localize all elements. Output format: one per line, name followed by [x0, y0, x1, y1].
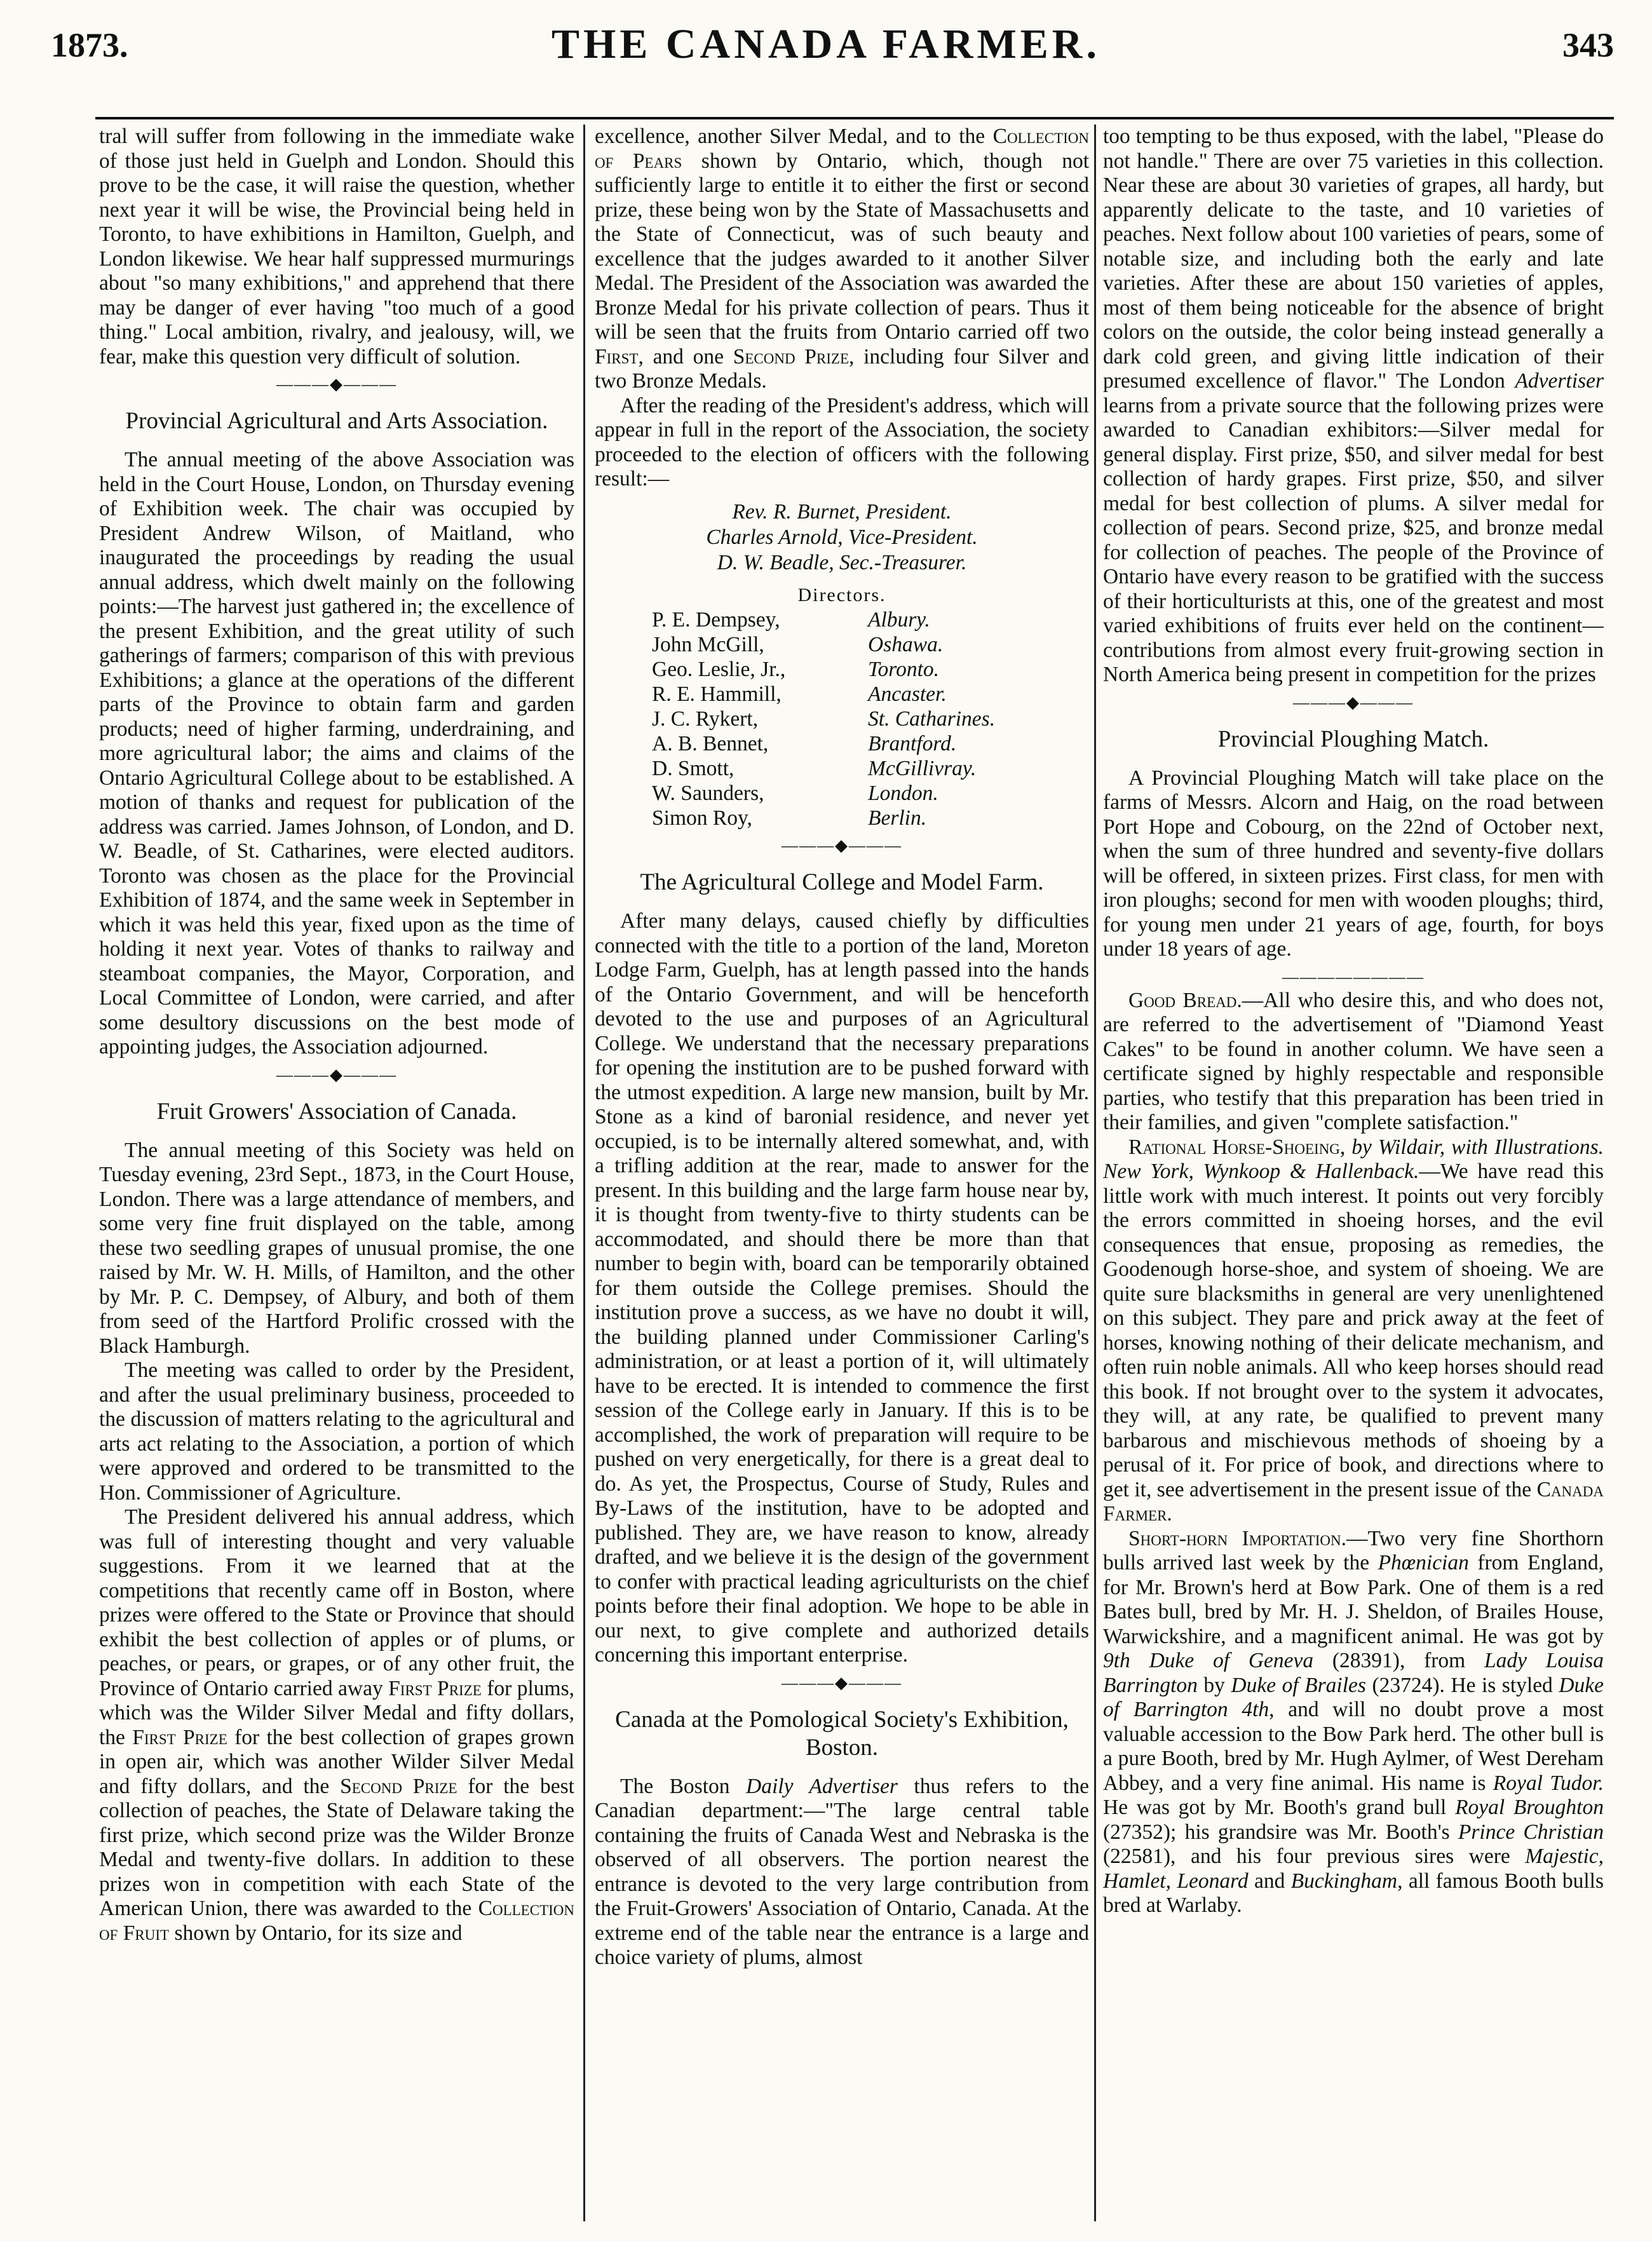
director-name: John McGill,	[652, 633, 764, 656]
text-run: , and will no doubt prove a most valuable accession to the Bow Park herd. The other bull is a pure Booth, bred by Mr. Hugh Aylmer, of West Dereham Abbey, and a very fine animal. His name is	[1103, 1698, 1604, 1795]
director-row	[595, 632, 1089, 657]
small-caps-run: Canada Farmer.	[1103, 1477, 1604, 1526]
text-run: He was got by Mr. Booth's grand bull	[1103, 1796, 1456, 1819]
section-separator: ————————	[1282, 967, 1425, 986]
text-run: (22581), and his four previous sires were	[1103, 1845, 1526, 1868]
paragraph	[1103, 989, 1604, 1135]
directors-heading: Directors.	[797, 584, 886, 606]
text-run: —All who desire this, and who does not, are referred to the advertisement of "Diamond Yeast Cakes" to be found in another column. We have seen a certificate signed by highly respectable and responsible parties, who testify that this preparation has been tried in their families, and given "complete satisfaction."	[1103, 988, 1604, 1134]
director-row	[595, 806, 1089, 830]
column-divider	[583, 125, 585, 2221]
director-town: Brantford.	[868, 732, 957, 755]
director-town: London.	[868, 782, 938, 805]
article-heading: Canada at the Pomological Society's Exhibition, Boston.	[615, 1706, 1069, 1761]
text-run: from England, for Mr. Brown's herd at Bow Park. One of them is a red Bates bull, bred by Mr. H. J. Sheldon, of Brailes House, Warwickshire, and a magnificent animal. He was got by	[1103, 1551, 1604, 1648]
small-caps-run: Good Bread.	[1128, 988, 1242, 1012]
director-name: Geo. Leslie, Jr.,	[652, 658, 786, 681]
section-separator: ———◆———	[782, 836, 902, 855]
paragraph: After many delays, caused chiefly by difficulties connected with the title to a portion of the land, Moreton Lodge Farm, Guelph, has at length passed into the hands of the Ontario Government, and will be henceforth devoted to the use and purposes of an Agricultural College. We understand that the necessary preparations for opening the institution are to be pushed forward with the utmost expedition. A large new mansion, built by Mr. Stone as a kind of baronial residence, and never yet occupied, is to be internally altered somewhat, and, with a trifling addition at the rear, made to answer for the present. In this building and the large farm house near by, it is thought from twenty-five to thirty students can be accommodated, and should there be more than that number to begin with, board can be temporarily obtained for them outside the College premises. Should the institution prove a success, as we have no doubt it will, the building planned under Commissioner Carling's administration, or at least a portion of it, will ultimately have to be erected. It is intended to commence the first session of the College early in January. If this is to be accomplished, the work of preparation will require to be pushed on very energetically, for there is a great deal to do. As yet, the Prospectus, Course of Study, Rules and By-Laws of the institution, have to be adopted and published. They are, we have reason to know, already drafted, and we believe it is the design of the government to confer with practical leading agriculturists on the chief points before their final adoption. We hope to be able in our next, to give complete and authorized details concerning this important enterprise.	[595, 909, 1089, 1667]
director-town: Toronto.	[868, 658, 940, 681]
director-name: R. E. Hammill,	[652, 682, 782, 706]
director-row	[595, 607, 1089, 632]
italic-run: Phœnician	[1378, 1551, 1469, 1574]
newspaper-title: THE CANADA FARMER.	[552, 21, 1100, 67]
small-caps-run: Second Prize	[733, 344, 850, 369]
director-name: D. Smott,	[652, 757, 735, 780]
text-run: (27352); his grandsire was Mr. Booth's	[1103, 1820, 1458, 1844]
officer-entry: D. W. Beadle, Sec.-Treasurer.	[717, 550, 967, 574]
paragraph	[595, 125, 1089, 394]
officers-list	[595, 499, 1089, 576]
italic-run: Daily Advertiser	[746, 1774, 898, 1798]
text-run: for the best collection of peaches, the State of Delaware taking the first prize, which second prize was the Wilder Bronze Medal and twenty-five dollars. In addition to these prizes won in competition with each State of the American Union, there was awarded to the	[99, 1774, 574, 1920]
paragraph: After the reading of the President's address, which will appear in full in the report of the Association, the society proceeded to the election of officers with the following result:—	[595, 393, 1089, 491]
paragraph	[1103, 1135, 1604, 1527]
small-caps-run: Short-horn Importation.	[1128, 1526, 1346, 1550]
text-run: , including four Silver and two Bronze Medals.	[595, 344, 1089, 393]
text-run: and	[1248, 1869, 1291, 1893]
text-run: shown by Ontario, for its size and	[169, 1921, 463, 1945]
column-divider	[1094, 125, 1096, 2221]
column-1	[99, 125, 574, 2221]
italic-run: Duke of Barrington 4th	[1103, 1673, 1604, 1721]
director-name: P. E. Dempsey,	[652, 608, 780, 632]
section-separator: ———◆———	[276, 1065, 397, 1084]
text-run: for the best collection of grapes grown in open air, which was another Wilder Silver Medal and fifty dollars, and the	[99, 1725, 574, 1798]
italic-run: Royal Tudor.	[1493, 1771, 1604, 1795]
director-town: Oshawa.	[868, 633, 944, 656]
director-town: Berlin.	[868, 806, 927, 830]
text-run: shown by Ontario, which, though not sufficiently large to entitle it to either the first or second prize, these being won by the State of Massachusetts and the State of Connecticut, was of such beauty and excellence that the judges awarded to it another Silver Medal. The President of the Association was awarded the Bronze Medal for his private collection of pears. Thus it will be seen that the fruits from Ontario carried off two	[595, 149, 1089, 344]
issue-year: 1873.	[51, 26, 128, 64]
italic-run: Buckingham	[1290, 1869, 1398, 1893]
directors-list	[595, 607, 1089, 830]
director-town: Albury.	[868, 608, 930, 632]
officer-entry: Charles Arnold, Vice-President.	[706, 525, 978, 549]
text-run: by	[1197, 1673, 1231, 1697]
small-caps-run: Collection of Fruit	[99, 1897, 574, 1945]
article-heading: Provincial Ploughing Match.	[1217, 726, 1489, 752]
text-run: too tempting to be thus exposed, with the label, "Please do not handle." There are over 75 varieties in this collection. Near these are about 30 varieties of grapes, all hardy, but apparently delicate to the taste, and 10 varieties of peaches. Next follow about 100 varieties of pears, some of notable size, and including both the early and late varieties. After these are about 150 varieties of apples, most of them being noticeable for the absence of bright colors on the outside, the color being instead generally a dark cold green, and giving little indication of their presumed excellence of flavor." The London	[1103, 125, 1604, 393]
section-separator: ———◆———	[276, 375, 397, 393]
director-town: Ancaster.	[868, 682, 947, 706]
paragraph	[99, 1505, 574, 1946]
text-run: —Two very fine Shorthorn bulls arrived last week by the	[1103, 1526, 1604, 1574]
paragraph	[595, 1775, 1089, 1970]
director-name: W. Saunders,	[652, 782, 764, 805]
page-number: 343	[1562, 26, 1614, 64]
italic-run: Lady Louisa Barrington	[1103, 1649, 1604, 1697]
section-separator: ———◆———	[1293, 693, 1414, 712]
text-run: (23724). He is styled	[1365, 1673, 1559, 1697]
small-caps-run: Collection of Pears	[595, 125, 1089, 173]
small-caps-run: Second Prize	[340, 1774, 457, 1798]
masthead	[0, 0, 1652, 76]
article-heading: The Agricultural College and Model Farm.	[640, 869, 1044, 895]
italic-run: by Wildair, with Illustrations. New York, Wynkoop & Hallenback.	[1103, 1135, 1604, 1183]
text-run: learns from a private source that the following prizes were awarded to Canadian exhibitors:—Silver medal for general display. First prize, $50, and silver medal for best collection of hardy grapes. First prize, $50, and silver medal for best collection of plums. A silver medal for collection of pears. Second prize, $25, and bronze medal for collection of peaches. The people of the Province of Ontario have every reason to be gratified with the success of their horticulturists at this, one of the greatest and most varied exhibitions of fruits ever held on the continent—contributions from almost every fruit-growing section in North America being present in competition for the prizes	[1103, 393, 1604, 686]
director-row	[595, 657, 1089, 682]
text-run: The President delivered his annual address, which was full of interesting thought and very valuable suggestions. From it we learned that at the competitions that recently came off in Boston, where prizes were offered to the State or Province that should exhibit the best collection of apples or of plums, or peaches, or pears, or grapes, or of any other fruit, the Province of Ontario carried away	[99, 1505, 574, 1700]
text-run: , and one	[638, 344, 733, 369]
paragraph	[1103, 1527, 1604, 1918]
small-caps-run: First Prize	[132, 1725, 227, 1749]
paragraph: The annual meeting of the above Association was held in the Court House, London, on Thursday evening of Exhibition week. The chair was occupied by President Andrew Wilson, of Maitland, who inaugurated the proceedings by reading the usual annual address, which dwelt mainly on the following points:—The harvest just gathered in; the excellence of the present Exhibition, and the great utility of such gatherings of farmers; comparison of this with previous Exhibitions; a glance at the operations of the different parts of the Province to obtain farm and garden products; need of higher farming, underdraining, and more agricultural labor; the aims and claims of the Ontario Agricultural College about to be established. A motion of thanks and request for publication of the address was carried. James Johnson, of London, and D. W. Beadle, of St. Catharines, were elected auditors. Toronto was chosen as the place for the Provincial Exhibition of 1874, and the same week in September in which it was held this year, fixed upon as the time of holding it next year. Votes of thanks to railway and steamboat companies, the Mayor, Corporation, and Local Committee of London, were carried, and after some desultory discussions on the best mode of appointing judges, the Association adjourned.	[99, 448, 574, 1059]
italic-run: Majestic, Hamlet, Leonard	[1103, 1845, 1604, 1893]
director-name: J. C. Rykert,	[652, 707, 759, 731]
officer-entry: Rev. R. Burnet, President.	[732, 499, 952, 524]
text-run: for plums, which was the Wilder Silver Medal and fifty dollars, the	[99, 1676, 574, 1749]
text-run: The Boston	[620, 1774, 747, 1798]
director-name: A. B. Bennet,	[652, 732, 769, 755]
italic-run: Advertiser	[1515, 369, 1604, 393]
director-row	[595, 731, 1089, 756]
article-heading: Fruit Growers' Association of Canada.	[156, 1098, 517, 1125]
text-run: excellence, another Silver Medal, and to the	[595, 125, 993, 148]
paragraph: tral will suffer from following in the immediate wake of those just held in Guelph and London. Should this prove to be the case, it will raise the question, whether next year it will be wise, the Provincial being held in Toronto, to have exhibitions in Hamilton, Guelph, and London likewise. We hear half suppressed murmurings about "so many exhibitions," and apprehend that there may be danger of ever having "too much of a good thing." Local ambition, rivalry, and jealousy, will, we fear, make this question very difficult of solution.	[99, 125, 574, 369]
director-row	[595, 707, 1089, 731]
italic-run: Duke of Brailes	[1231, 1673, 1366, 1697]
director-town: St. Catharines.	[868, 707, 996, 731]
text-run: (28391), from	[1313, 1649, 1484, 1672]
column-3	[1103, 125, 1604, 2221]
header-rule	[95, 117, 1614, 119]
paragraph: The meeting was called to order by the President, and after the usual preliminary business, proceeded to the discussion of matters relating to the agricultural and arts act relating to the Association, a portion of which were approved and ordered to be transmitted to the Hon. Commissioner of Agriculture.	[99, 1358, 574, 1505]
paragraph: The annual meeting of this Society was held on Tuesday evening, 23rd Sept., 1873, in the Court House, London. There was a large attendance of members, and some very fine fruit displayed on the table, among these two seedling grapes of unusual promise, the one raised by Mr. W. H. Mills, of Hamilton, and the other by Mr. P. C. Dempsey, of Albury, and both of them from seed of the Hartford Prolific crossed with the Black Hamburgh.	[99, 1138, 574, 1358]
text-run: , all famous Booth bulls bred at Warlaby.	[1103, 1869, 1604, 1917]
italic-run: Royal Broughton	[1455, 1796, 1604, 1819]
director-row	[595, 682, 1089, 707]
article-heading: Provincial Agricultural and Arts Association.	[125, 408, 548, 434]
small-caps-run: First Prize	[388, 1676, 482, 1700]
director-name: Simon Roy,	[652, 806, 752, 830]
paragraph: A Provincial Ploughing Match will take place on the farms of Messrs. Alcorn and Haig, on the road between Port Hope and Cobourg, on the 22nd of October next, when the sum of three hundred and seventy-five dollars will be offered, in sixteen prizes. First class, for men with iron ploughs; second for men with wooden ploughs; third, for young men under 21 years of age, fourth, for boys under 18 years of age.	[1103, 766, 1604, 961]
small-caps-run: Rational Horse-Shoeing,	[1128, 1135, 1346, 1159]
text-run: —We have read this little work with much interest. It points out very forcibly the errors committed in shoeing horses, and the evil consequences that ensue, proposing as remedies, the Goodenough horse-shoe, and system of shoeing. We are quite sure blacksmiths in general are very unenlightened on this subject. They pare and prick away at the feet of horses, knowing nothing of their delicate mechanism, and often ruin noble animals. All who keep horses should read this book. If not brought over to the system it advocates, they will, at any rate, be qualified to prevent many barbarous and mischievous methods of shoeing by a perusal of it. For price of book, and directions where to get it, see advertisement in the present issue of the	[1103, 1160, 1604, 1501]
director-row	[595, 756, 1089, 781]
section-separator: ———◆———	[782, 1673, 902, 1692]
small-caps-run: First	[595, 344, 639, 369]
director-row	[595, 781, 1089, 806]
column-2	[595, 125, 1089, 2221]
text-run: thus refers to the Canadian department:—"The large central table containing the fruits of Canada West and Nebraska is the observed of all observers. The portion nearest the entrance is devoted to the very large contribution from the Fruit-Growers' Association of Ontario, Canada. At the extreme end of the table near the entrance is a large and choice variety of plums, almost	[595, 1774, 1089, 1969]
paragraph	[1103, 125, 1604, 687]
director-town: McGillivray.	[868, 757, 977, 780]
italic-run: 9th Duke of Geneva	[1103, 1649, 1314, 1672]
italic-run: Prince Christian	[1458, 1820, 1604, 1844]
